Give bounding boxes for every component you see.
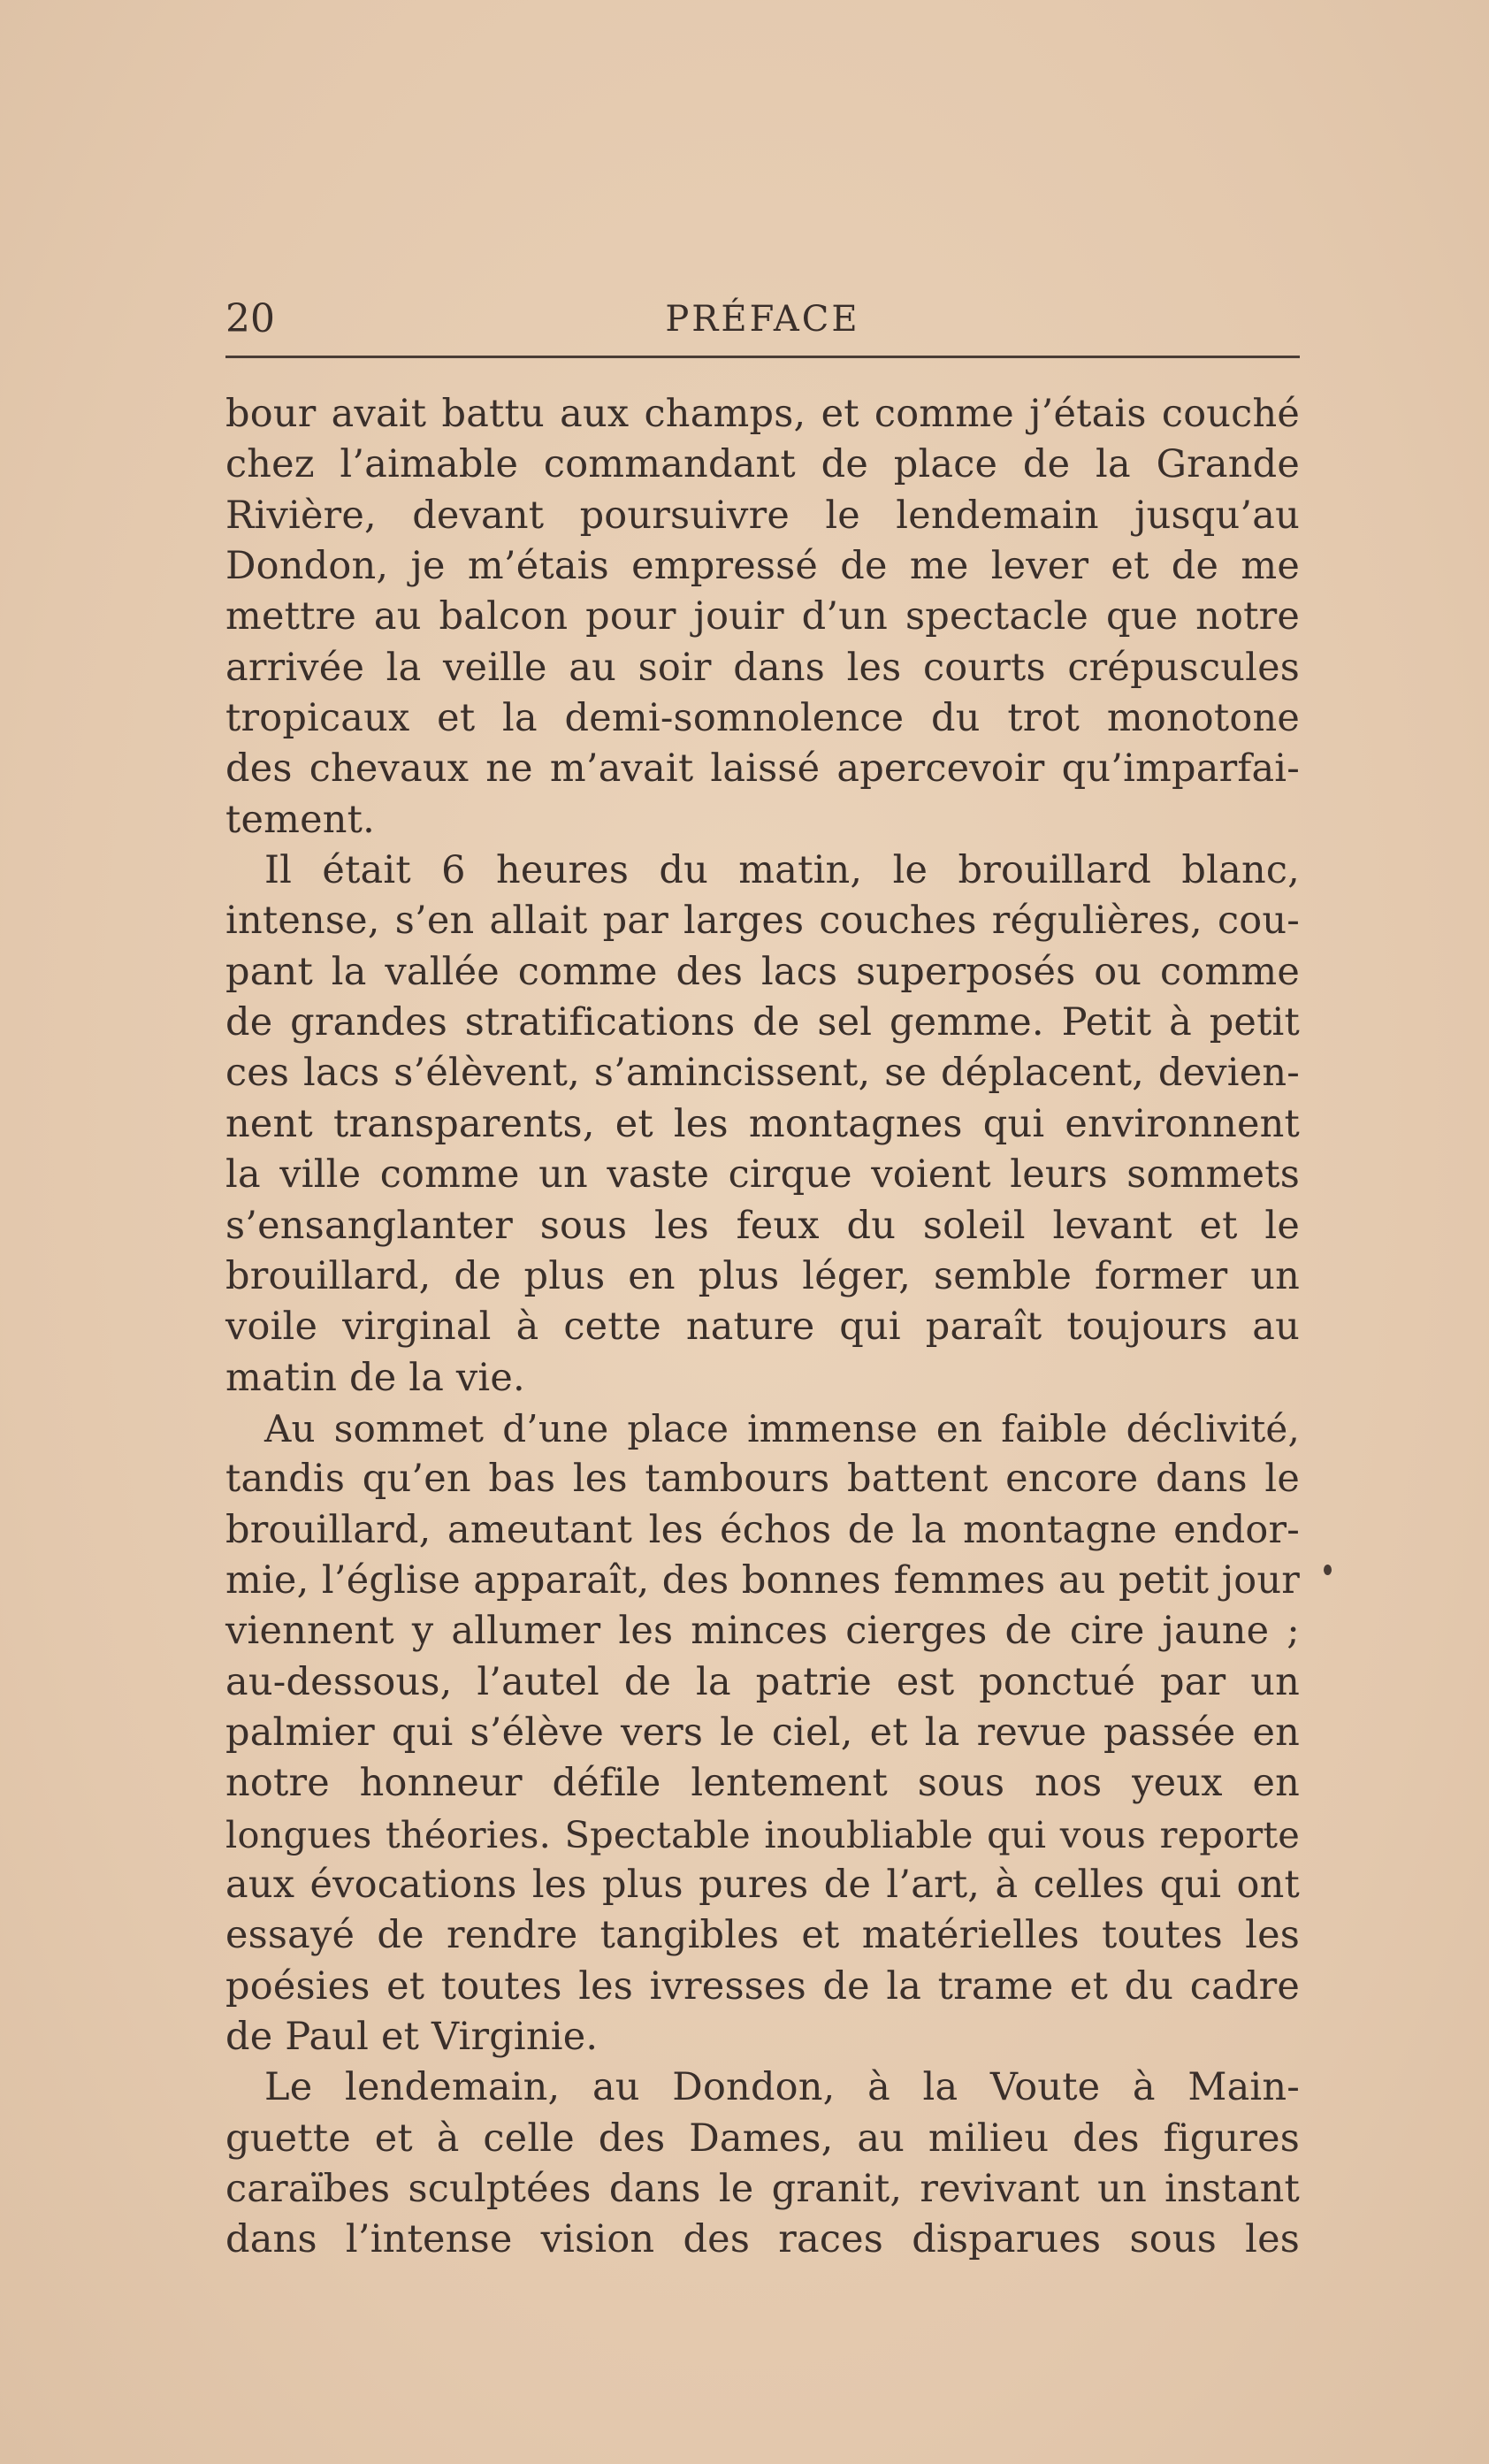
paragraph-end-line: de Paul et Virginie. [225,2015,599,2059]
text-line: des chevaux ne m’avait laissé apercevoir qu’imparfai- [225,746,1300,792]
text-line: brouillard, ameutant les échos de la montagne endor- [225,1507,1300,1552]
text-line: Rivière, devant poursuivre le lendemain jusqu’au [225,493,1300,538]
header-rule [225,356,1300,358]
text-line: palmier qui s’élève vers le ciel, et la revue passée en [225,1710,1300,1755]
text-line: guette et à celle des Dames, au milieu des figures [225,2116,1300,2161]
text-line: chez l’aimable commandant de place de la Grande [225,442,1300,487]
ink-speck [1324,1565,1332,1575]
text-line: intense, s’en allait par larges couches régulières, cou- [225,899,1300,944]
text-line: longues théories. Spectable inoubliable qui vous reporte [225,1812,1300,1856]
text-line: s’ensanglanter sous les feux du soleil levant et le [225,1203,1300,1248]
text-line: tropicaux et la demi-somnolence du trot monotone [225,696,1300,741]
text-line: essayé de rendre tangibles et matérielles toutes les [225,1913,1300,1958]
text-line: ces lacs s’élèvent, s’amincissent, se déplacent, devien- [225,1051,1300,1096]
text-line: aux évocations les plus pures de l’art, à celles qui ont [225,1862,1300,1907]
text-line: nent transparents, et les montagnes qui environnent [225,1101,1300,1146]
text-line: la ville comme un vaste cirque voient leurs sommets [225,1152,1300,1198]
text-line: caraïbes sculptées dans le granit, revivant un instant [225,2167,1300,2212]
paragraph-start-line: Le lendemain, au Dondon, à la Voute à Main- [264,2065,1300,2110]
text-line: notre honneur défile lentement sous nos yeux en [225,1761,1300,1806]
text-line: au-dessous, l’autel de la patrie est ponctué par un [225,1659,1300,1704]
text-line: voile virginal à cette nature qui paraît toujours au [225,1305,1300,1350]
text-line: Dondon, je m’étais empressé de me lever et de me [225,544,1300,589]
paragraph-end-line: tement. [225,797,375,842]
body-text [225,389,1300,2266]
text-line: viennent y allumer les minces cierges de cire jaune ; [225,1609,1300,1654]
page-header [225,292,1300,347]
paragraph-start-line: Il était 6 heures du matin, le brouillard blanc, [264,848,1300,893]
paragraph-end-line: matin de la vie. [225,1355,525,1400]
text-line: brouillard, de plus en plus léger, semble former un [225,1253,1300,1298]
text-line: mettre au balcon pour jouir d’un spectacle que notre [225,594,1300,639]
text-line: de grandes stratifications de sel gemme. Petit à petit [225,1000,1300,1045]
text-line: tandis qu’en bas les tambours battent encore dans le [225,1457,1300,1502]
page-number: 20 [225,296,275,341]
text-line: dans l’intense vision des races disparues sous les [225,2217,1300,2262]
text-line: bour avait battu aux champs, et comme j’étais couché [225,392,1300,436]
text-line: mie, l’église apparaît, des bonnes femmes au petit jour [225,1557,1300,1603]
text-line: pant la vallée comme des lacs superposés ou comme [225,949,1300,994]
paragraph-start-line: Au sommet d’une place immense en faible déclivité, [264,1406,1300,1450]
running-title: PRÉFACE [665,299,860,340]
text-line: poésies et toutes les ivresses de la trame et du cadre [225,1963,1300,2009]
text-line: arrivée la veille au soir dans les courts crépuscules [225,645,1300,690]
